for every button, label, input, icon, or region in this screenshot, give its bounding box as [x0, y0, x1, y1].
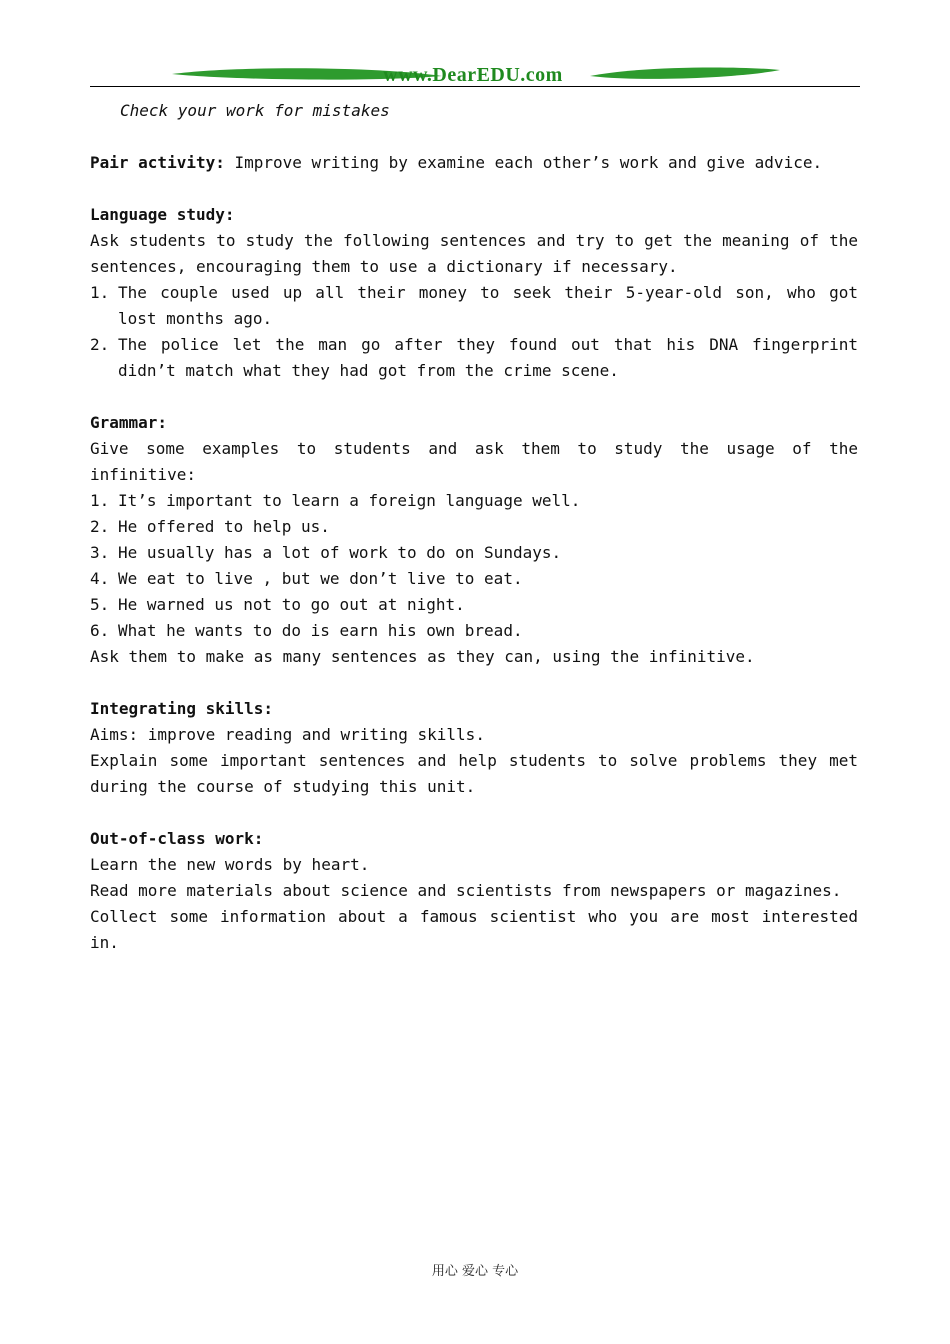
pair-activity-paragraph: [90, 150, 858, 176]
header-rule: [90, 86, 860, 87]
right-swoosh-decoration: [590, 66, 780, 82]
pair-activity-heading: Pair activity:: [90, 153, 225, 172]
list-item-text: The police let the man go after they found out that his DNA fingerprint didn’t match what they had got from the crime scene.: [118, 335, 858, 380]
list-item-text: What he wants to do is earn his own bread.: [118, 621, 523, 640]
language-study-intro: Ask students to study the following sentences and try to get the meaning of the sentences, encouraging them to use a dictionary if necessary.: [90, 231, 858, 276]
list-item-number: 1.: [90, 491, 110, 510]
list-item: [90, 540, 858, 566]
list-item: [90, 566, 858, 592]
grammar-intro: Give some examples to students and ask them to study the usage of the infinitive:: [90, 439, 858, 484]
list-item-number: 2.: [90, 335, 110, 354]
site-logo: www.DearEDU.com: [383, 64, 563, 86]
list-item-number: 5.: [90, 595, 110, 614]
list-item-number: 3.: [90, 543, 110, 562]
list-item: [90, 514, 858, 540]
list-item-text: He offered to help us.: [118, 517, 330, 536]
list-item: [90, 332, 858, 384]
list-item: [90, 280, 858, 332]
list-item-text: It’s important to learn a foreign language well.: [118, 491, 581, 510]
page-footer: 用心 爱心 专心: [431, 1264, 519, 1279]
grammar-closing: Ask them to make as many sentences as they can, using the infinitive.: [90, 647, 755, 666]
list-item-number: 6.: [90, 621, 110, 640]
list-item: [90, 592, 858, 618]
integrating-skills-aims: Aims: improve reading and writing skills.: [90, 725, 485, 744]
grammar-heading: Grammar:: [90, 413, 168, 432]
integrating-skills-text: Explain some important sentences and help students to solve problems they met during the course of studying this unit.: [90, 751, 858, 796]
list-item-number: 1.: [90, 283, 110, 302]
list-item-number: 4.: [90, 569, 110, 588]
list-item: [90, 488, 858, 514]
pair-activity-text: Improve writing by examine each other’s work and give advice.: [224, 153, 823, 172]
list-item-text: The couple used up all their money to seek their 5-year-old son, who got lost months ago.: [118, 283, 858, 328]
document-body: [90, 98, 858, 956]
list-item-text: We eat to live , but we don’t live to eat.: [118, 569, 523, 588]
list-item-text: He warned us not to go out at night.: [118, 595, 465, 614]
integrating-skills-heading: Integrating skills:: [90, 699, 274, 718]
list-item: [90, 618, 858, 644]
out-of-class-line: Learn the new words by heart.: [90, 855, 370, 874]
list-item-number: 2.: [90, 517, 110, 536]
out-of-class-line: Read more materials about science and scientists from newspapers or magazines.: [90, 881, 842, 900]
out-of-class-heading: Out-of-class work:: [90, 829, 264, 848]
language-study-heading: Language study:: [90, 205, 235, 224]
out-of-class-line: Collect some information about a famous scientist who you are most interested in.: [90, 907, 858, 952]
intro-line: Check your work for mistakes: [120, 101, 390, 120]
page-header: [90, 62, 860, 90]
list-item-text: He usually has a lot of work to do on Sundays.: [118, 543, 562, 562]
